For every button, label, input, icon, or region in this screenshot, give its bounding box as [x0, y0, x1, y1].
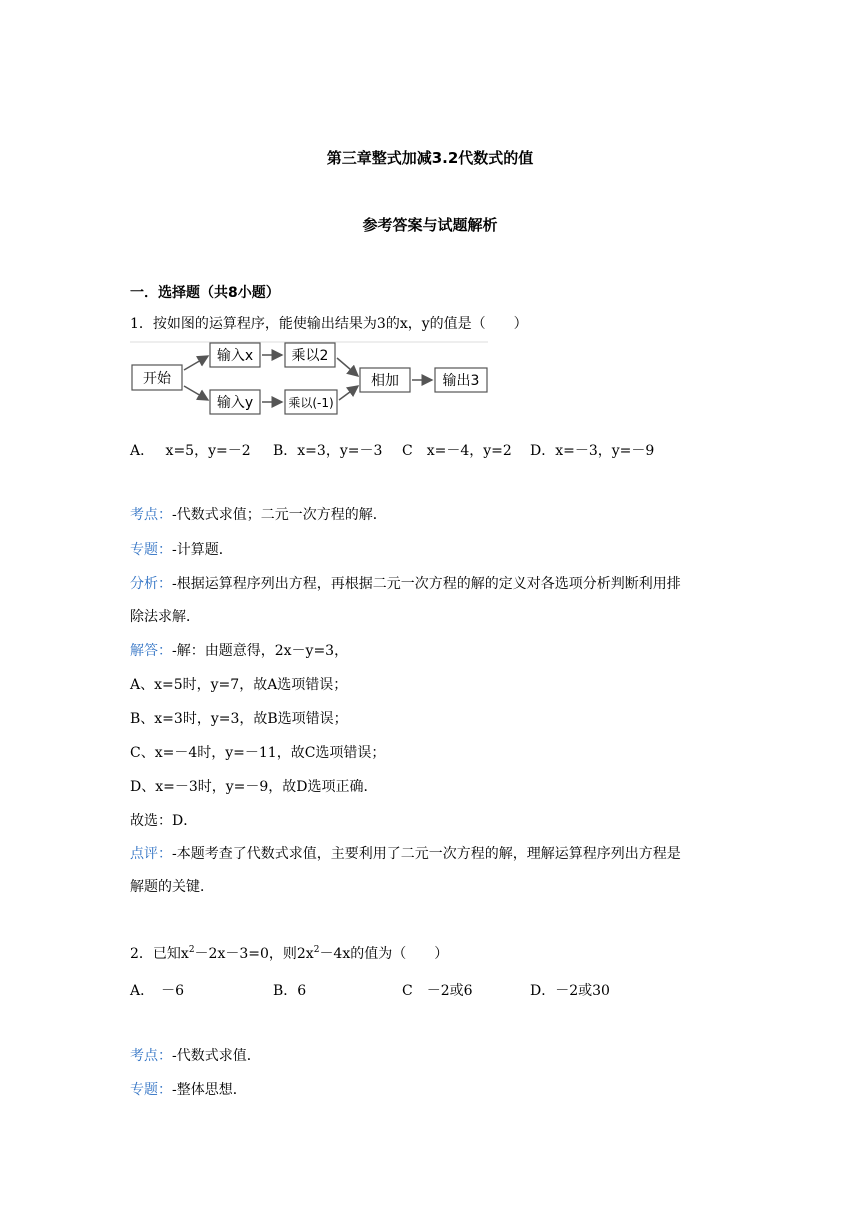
- q2-option-c: C －2或6: [402, 983, 473, 999]
- q1-zhuanti-label: 专题：: [130, 542, 172, 558]
- q1-jieda-text: -解：由题意得，2x－y=3，: [172, 643, 349, 659]
- q1-option-b: B．x=3，y=－3: [273, 443, 383, 459]
- page-title: 第三章整式加减3.2代数式的值: [326, 149, 534, 167]
- q1-option-d: D．x=－3，y=－9: [530, 443, 655, 459]
- q1-dianping-label: 点评：: [130, 846, 172, 862]
- flow-input-y-text: 输入y: [216, 395, 254, 411]
- q1-fenxi-cont: 除法求解．: [130, 609, 200, 625]
- q1-step-c: C、x=－4时，y=－11，故C选项错误；: [130, 745, 386, 761]
- flow-input-x-text: 输入x: [216, 348, 254, 364]
- q1-step-b: B、x=3时，y=3，故B选项错误；: [130, 711, 348, 727]
- q1-step-d: D、x=－3时，y=－9，故D选项正确．: [130, 779, 378, 795]
- q1-jieda: [130, 641, 348, 661]
- q1-kaodian: [130, 505, 387, 525]
- q1-dianping-text: -本题考查了代数式求值，主要利用了二元一次方程的解，理解运算程序列出方程是: [172, 846, 681, 862]
- q1-fenxi-text: -根据运算程序列出方程，再根据二元一次方程的解的定义对各选项分析判断利用排: [172, 576, 681, 592]
- q1-jieda-label: 解答：: [130, 643, 172, 659]
- q1-zhuanti-text: -计算题．: [172, 542, 233, 558]
- q2-stem-part: －2x－3=0，则2x: [194, 946, 314, 962]
- q2-option-b: B．6: [273, 983, 307, 999]
- q2-kaodian-label: 考点：: [130, 1048, 172, 1064]
- page-subtitle: 参考答案与试题解析: [362, 216, 498, 234]
- q1-step-a: A、x=5时，y=7，故A选项错误；: [130, 677, 348, 693]
- q1-zhuanti: [130, 540, 233, 560]
- q1-dianping: [130, 844, 681, 864]
- q1-fenxi: [130, 574, 681, 594]
- q2-zhuanti-label: 专题：: [130, 1082, 172, 1098]
- flow-start-text: 开始: [143, 371, 171, 387]
- flow-box-input-y: [210, 390, 260, 414]
- q1-dianping-cont: 解题的关键．: [130, 879, 214, 895]
- flow-box-mul-neg1: [285, 390, 337, 414]
- flow-arrow: [339, 386, 358, 400]
- flow-arrow: [184, 356, 208, 370]
- flow-box-mul-2: [285, 343, 335, 367]
- q2-superscript: 2: [188, 945, 195, 955]
- q1-stem: 1．按如图的运算程序，能使输出结果为3的x，y的值是（ ）: [130, 316, 528, 332]
- q1-fenxi-label: 分析：: [130, 576, 172, 592]
- flow-arrow: [337, 358, 358, 376]
- q2-superscript: 2: [313, 945, 320, 955]
- flow-mul-neg1-text: 乘以(-1): [288, 396, 334, 410]
- q2-option-d: D．－2或30: [530, 983, 610, 999]
- q2-option-a: A． －6: [130, 983, 185, 999]
- q2-kaodian-text: -代数式求值．: [172, 1048, 261, 1064]
- flow-box-output: [435, 368, 487, 392]
- flow-box-start: [132, 365, 182, 390]
- flow-add-text: 相加: [371, 373, 399, 389]
- flow-box-input-x: [210, 343, 260, 367]
- flow-box-add: [360, 368, 410, 392]
- q2-stem-part: 2．已知x: [130, 946, 189, 962]
- q2-stem: [130, 944, 448, 964]
- q2-zhuanti: [130, 1080, 247, 1100]
- q2-stem-part: －4x的值为（ ）: [319, 946, 449, 962]
- q1-kaodian-text: -代数式求值；二元一次方程的解．: [172, 507, 387, 523]
- q1-kaodian-label: 考点：: [130, 507, 172, 523]
- section-heading: 一．选择题（共8小题）: [130, 285, 280, 301]
- q1-option-c: C x=－4，y=2: [402, 443, 512, 459]
- flow-diagram: [130, 340, 490, 420]
- flow-mul-2-text: 乘以2: [291, 348, 329, 364]
- q1-choose: 故选：D．: [130, 813, 198, 829]
- flow-arrow: [184, 386, 208, 400]
- q2-kaodian: [130, 1046, 261, 1066]
- q2-zhuanti-text: -整体思想．: [172, 1082, 247, 1098]
- q1-option-a: A． x=5，y=－2: [130, 443, 251, 459]
- flow-output-text: 输出3: [442, 373, 480, 389]
